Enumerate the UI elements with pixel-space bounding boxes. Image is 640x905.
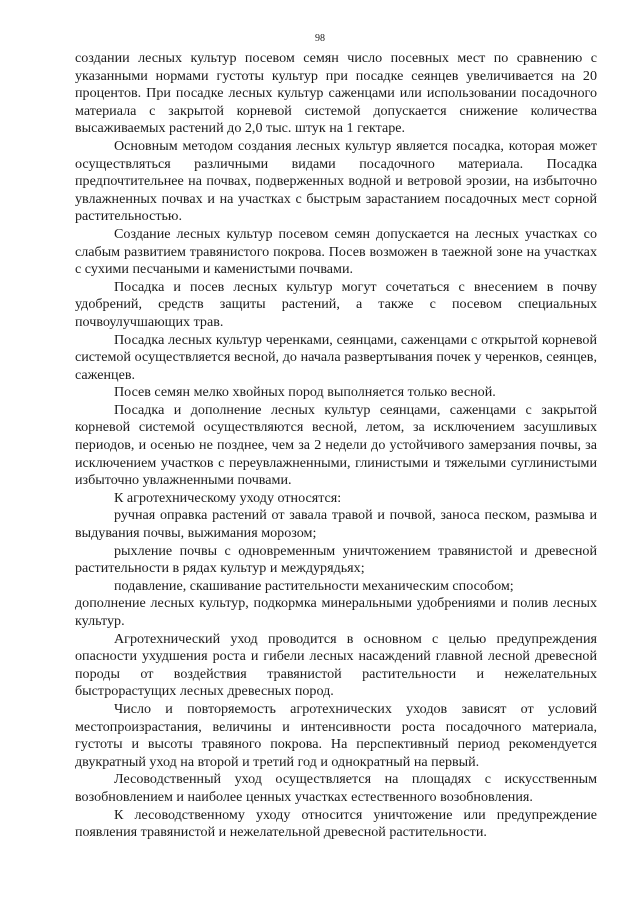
paragraph: Агротехнический уход проводится в основном с целью предупреждения опасности ухудшения роста и гибели лесных насаждений главной лесной древесной породы от воздействия травянистой растительности и нежелательных быстрорастущих лесных древесных пород. <box>75 630 597 700</box>
paragraph: Создание лесных культур посевом семян допускается на лесных участках со слабым развитием травянистого покрова. Посев возможен в таежной зоне на участках с сухими песчаными и каменистыми почвами. <box>75 225 597 278</box>
paragraph: К лесоводственному уходу относится уничтожение или предупреждение появления травянистой и нежелательной древесной растительности. <box>75 806 597 841</box>
paragraph: Посев семян мелко хвойных пород выполняется только весной. <box>114 384 496 401</box>
list-item: подавление, скашивание растительности механическим способом; <box>114 577 514 594</box>
list-item: ручная оправка растений от завала травой и почвой, заноса песком, размыва и выдувания почвы, выжимания морозом; <box>75 507 597 542</box>
list-item: дополнение лесных культур, подкормка минеральными удобрениями и полив лесных культур. <box>75 595 597 629</box>
paragraph: К агротехническому уходу относятся: <box>114 489 342 506</box>
document-body <box>75 50 597 842</box>
paragraph: создании лесных культур посевом семян число посевных мест по сравнению с указанными нормами густоты культур при посадке сеянцев увеличивается на 20 процентов. При посадке лесных культур саженцами или использовании посадочного материала с закрытой корневой системой допускается снижение количества высаживаемых растений до 2,0 тыс. штук на 1 гектаре. <box>75 50 597 137</box>
page-number: 98 <box>315 33 325 44</box>
paragraph: Посадка лесных культур черенками, сеянцами, саженцами с открытой корневой системой осуществляется весной, до начала развертывания почек у черенков, сеянцев, саженцев. <box>75 331 597 383</box>
paragraph: Лесоводственный уход осуществляется на площадях с искусственным возобновлением и наиболее ценных участках естественного возобновления. <box>75 771 597 805</box>
list-item: рыхление почвы с одновременным уничтожением травянистой и древесной растительности в рядах культур и междурядьях; <box>75 542 597 577</box>
paragraph: Число и повторяемость агротехнических уходов зависят от условий местопроизрастания, величины и интенсивности роста посадочного материала, густоты и высоты травяного покрова. На перспективный период рекомендуется двукратный уход на второй и третий год и однократный на первый. <box>75 700 597 770</box>
paragraph: Основным методом создания лесных культур является посадка, которая может осуществляться различными видами посадочного материала. Посадка предпочтительнее на почвах, подверженных водной и ветровой эрозии, на избыточно увлажненных почвах и на участках с быстрым зарастанием посадочных мест сорной растительностью. <box>75 137 597 225</box>
paragraph: Посадка и дополнение лесных культур сеянцами, саженцами с закрытой корневой системой осуществляются весной, летом, за исключением засушливых периодов, и осенью не позднее, чем за 2 недели до устойчивого замерзания почвы, за исключением участков с переувлажненными, глинистыми и тяжелыми суглинистыми избыточно увлажненными почвами. <box>75 401 597 489</box>
paragraph: Посадка и посев лесных культур могут сочетаться с внесением в почву удобрений, средств защиты растений, а также с посевом специальных почвоулучшающих трав. <box>75 278 597 330</box>
